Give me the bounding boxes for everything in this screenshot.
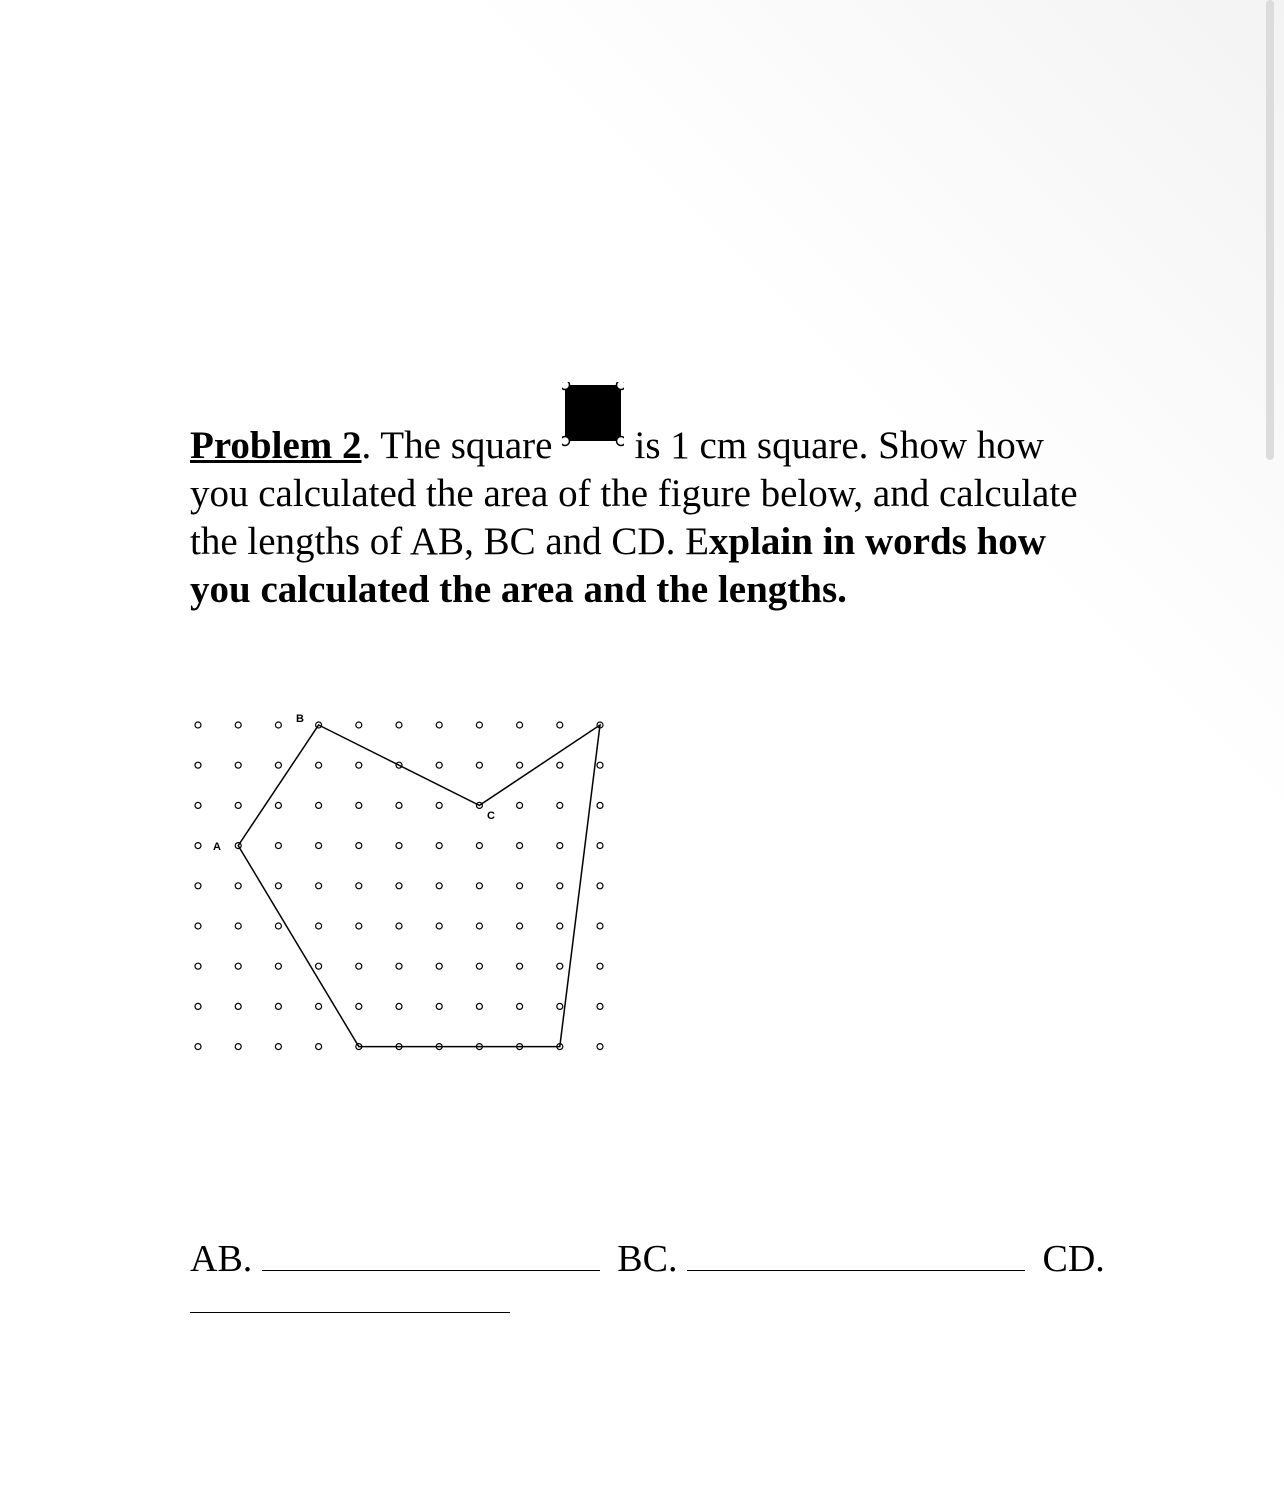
grid-dot — [356, 963, 362, 969]
grid-dot — [316, 1044, 322, 1050]
answer-row — [190, 1230, 1110, 1283]
grid-dot — [517, 963, 523, 969]
grid-dot — [557, 762, 563, 768]
label-c: C — [487, 810, 495, 822]
grid-dot — [436, 923, 442, 929]
grid-dot — [316, 762, 322, 768]
grid-dot — [436, 883, 442, 889]
grid-dot — [557, 923, 563, 929]
grid-dot — [356, 722, 362, 728]
grid-dot — [195, 923, 201, 929]
grid-dot — [517, 762, 523, 768]
grid-dot — [557, 963, 563, 969]
grid-dots — [195, 722, 603, 1050]
grid-dot — [356, 923, 362, 929]
grid-dot — [557, 1003, 563, 1009]
grid-dot — [275, 963, 281, 969]
grid-dot — [396, 923, 402, 929]
grid-dot — [195, 883, 201, 889]
grid-dot — [235, 1003, 241, 1009]
grid-dot — [396, 802, 402, 808]
grid-dot — [436, 843, 442, 849]
label-a: A — [213, 841, 221, 853]
grid-dot — [517, 843, 523, 849]
grid-dot — [275, 1003, 281, 1009]
grid-dot — [597, 802, 603, 808]
grid-dot — [517, 802, 523, 808]
grid-dot — [235, 722, 241, 728]
grid-dot — [275, 762, 281, 768]
grid-dot — [356, 762, 362, 768]
problem-title: Problem 2 — [190, 424, 362, 467]
label-b: B — [296, 713, 304, 725]
grid-dot — [235, 883, 241, 889]
bc-label: BC. — [617, 1238, 678, 1280]
cd-label: CD. — [1042, 1238, 1105, 1280]
grid-dot — [275, 843, 281, 849]
bc-answer-blank[interactable] — [687, 1230, 1025, 1271]
grid-dot — [597, 843, 603, 849]
grid-dot — [436, 722, 442, 728]
grid-dot — [396, 963, 402, 969]
grid-dot — [316, 802, 322, 808]
grid-dot — [356, 802, 362, 808]
grid-dot — [316, 843, 322, 849]
grid-dot — [476, 963, 482, 969]
ab-answer-blank[interactable] — [262, 1230, 600, 1271]
grid-dot — [517, 722, 523, 728]
grid-dot — [356, 843, 362, 849]
grid-dot — [396, 722, 402, 728]
grid-dot — [316, 923, 322, 929]
grid-dot — [235, 802, 241, 808]
grid-dot — [476, 883, 482, 889]
grid-dot — [476, 722, 482, 728]
grid-dot — [275, 923, 281, 929]
grid-dot — [436, 802, 442, 808]
grid-dot — [517, 923, 523, 929]
grid-dot — [396, 1003, 402, 1009]
grid-dot — [316, 963, 322, 969]
grid-dot — [597, 963, 603, 969]
grid-dot — [476, 1003, 482, 1009]
grid-dot — [235, 923, 241, 929]
grid-dot — [476, 762, 482, 768]
figure-polygon — [238, 725, 600, 1047]
grid-dot — [557, 722, 563, 728]
grid-dot — [275, 883, 281, 889]
grid-dot — [195, 963, 201, 969]
grid-dot — [597, 923, 603, 929]
grid-dot — [316, 1003, 322, 1009]
grid-dot — [235, 1044, 241, 1050]
grid-dot — [436, 963, 442, 969]
problem-statement — [190, 422, 1110, 614]
grid-dot — [195, 843, 201, 849]
grid-dot — [316, 883, 322, 889]
grid-dot — [436, 1003, 442, 1009]
problem-instruction: xplain in words how you calculated the area and the lengths. — [190, 520, 1046, 611]
problem-body: is 1 cm square. Show how you calculated the area of the figure below, and calculate the lengths of AB, BC and CD. E — [190, 424, 1078, 563]
grid-dot — [195, 1003, 201, 1009]
grid-dot — [557, 883, 563, 889]
grid-dot — [597, 1003, 603, 1009]
grid-dot — [436, 762, 442, 768]
dot-grid-figure — [180, 700, 620, 1060]
grid-dot — [517, 1003, 523, 1009]
grid-dot — [476, 923, 482, 929]
grid-dot — [275, 1044, 281, 1050]
grid-dot — [195, 762, 201, 768]
grid-dot — [476, 843, 482, 849]
grid-dot — [356, 1003, 362, 1009]
grid-dot — [597, 883, 603, 889]
grid-dot — [557, 843, 563, 849]
grid-dot — [235, 762, 241, 768]
grid-dot — [396, 883, 402, 889]
scrollbar[interactable] — [1266, 0, 1274, 460]
grid-dot — [195, 1044, 201, 1050]
unit-square-icon — [562, 422, 624, 470]
grid-dot — [275, 722, 281, 728]
grid-dot — [557, 802, 563, 808]
grid-dot — [195, 722, 201, 728]
grid-dot — [396, 843, 402, 849]
problem-intro: . The square — [361, 424, 553, 467]
grid-dot — [235, 963, 241, 969]
grid-dot — [597, 1044, 603, 1050]
cd-answer-blank[interactable] — [190, 1312, 510, 1313]
grid-dot — [275, 802, 281, 808]
grid-dot — [597, 762, 603, 768]
grid-dot — [517, 883, 523, 889]
grid-dot — [195, 802, 201, 808]
ab-label: AB. — [190, 1238, 253, 1280]
grid-dot — [356, 883, 362, 889]
